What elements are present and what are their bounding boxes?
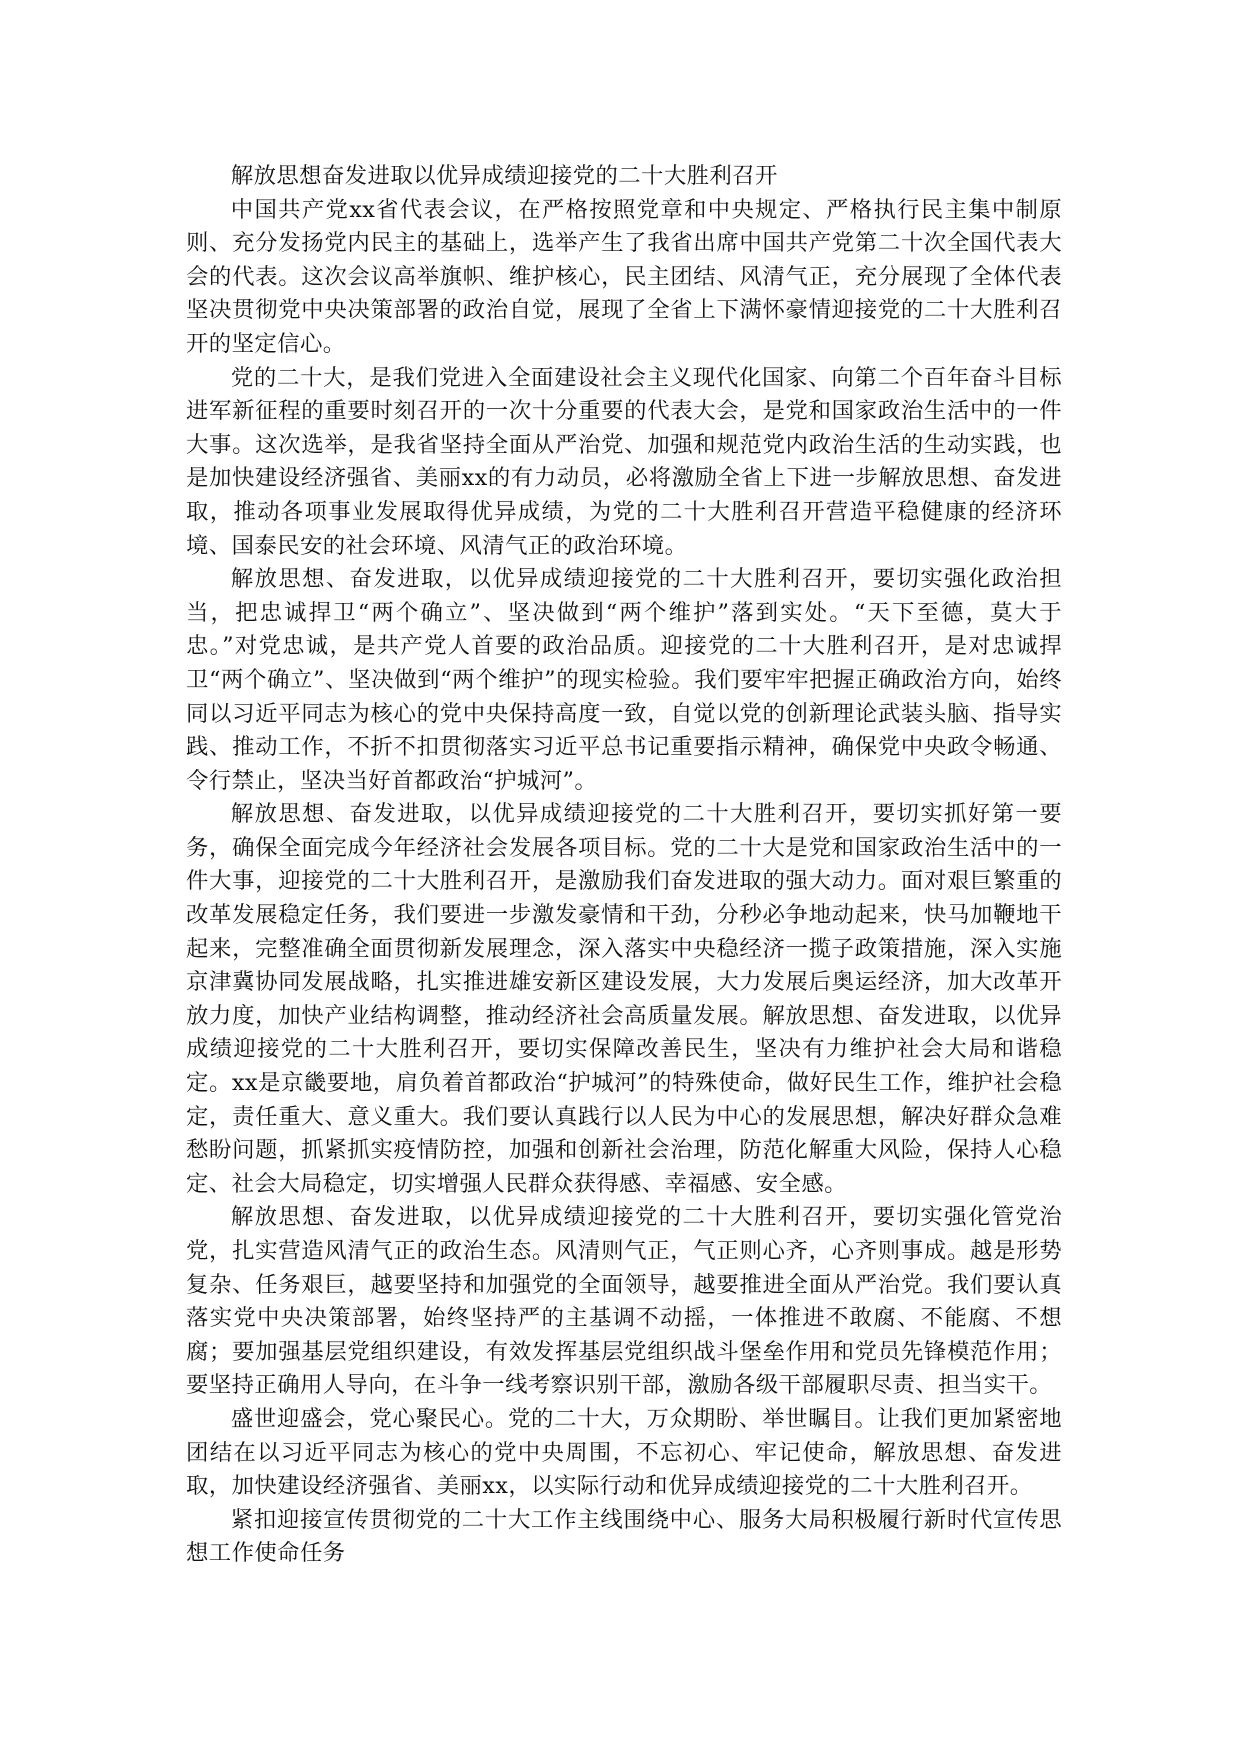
paragraph-next-heading: 紧扣迎接宣传贯彻党的二十大工作主线围绕中心、服务大局积极履行新时代宣传思想工作使命任务 xyxy=(186,1506,1062,1567)
paragraph-economic-development: 解放思想、奋发进取，以优异成绩迎接党的二十大胜利召开，要切实抓好第一要务，确保全面完成今年经济社会发展各项目标。党的二十大是党和国家政治生活中的一件大事，迎接党的二十大胜利召开，是激励我们奋发进取的强大动力。面对艰巨繁重的改革发展稳定任务，我们要进一步激发豪情和干劲，分秒必争地动起来，快马加鞭地干起来，完整准确全面贯彻新发展理念，深入落实中央稳经济一揽子政策措施，深入实施京津冀协同发展战略，扎实推进雄安新区建设发展，大力发展后奥运经济，加大改革开放力度，加快产业结构调整，推动经济社会高质量发展。解放思想、奋发进取，以优异成绩迎接党的二十大胜利召开，要切实保障改善民生，坚决有力维护社会大局和谐稳定。xx是京畿要地，肩负着首都政治“护城河”的特殊使命，做好民生工作，维护社会稳定，责任重大、意义重大。我们要认真践行以人民为中心的发展思想，解决好群众急难愁盼问题，抓紧抓实疫情防控，加强和创新社会治理，防范化解重大风险，保持人心稳定、社会大局稳定，切实增强人民群众获得感、幸福感、安全感。 xyxy=(186,801,1062,1197)
paragraph-political-responsibility: 解放思想、奋发进取，以优异成绩迎接党的二十大胜利召开，要切实强化政治担当，把忠诚捍卫“两个确立”、坚决做到“两个维护”落到实处。“天下至德，莫大于忠。”对党忠诚，是共产党人首要的政治品质。迎接党的二十大胜利召开，是对忠诚捍卫“两个确立”、坚决做到“两个维护”的现实检验。我们要牢牢把握正确政治方向，始终同以习近平同志为核心的党中央保持高度一致，自觉以党的创新理论武装头脑、指导实践、推动工作，不折不扣贯彻落实习近平总书记重要指示精神，确保党中央政令畅通、令行禁止，坚决当好首都政治“护城河”。 xyxy=(186,566,1062,794)
document-body xyxy=(186,160,1062,1571)
paragraph-intro: 中国共产党xx省代表会议，在严格按照党章和中央规定、严格执行民主集中制原则、充分发扬党内民主的基础上，选举产生了我省出席中国共产党第二十次全国代表大会的代表。这次会议高举旗帜、维护核心，民主团结、风清气正，充分展现了全体代表坚决贯彻党中央决策部署的政治自觉，展现了全省上下满怀豪情迎接党的二十大胜利召开的坚定信心。 xyxy=(186,196,1062,357)
paragraph-significance: 党的二十大，是我们党进入全面建设社会主义现代化国家、向第二个百年奋斗目标进军新征程的重要时刻召开的一次十分重要的代表大会，是党和国家政治生活中的一件大事。这次选举，是我省坚持全面从严治党、加强和规范党内政治生活的生动实践，也是加快建设经济强省、美丽xx的有力动员，必将激励全省上下进一步解放思想、奋发进取，推动各项事业发展取得优异成绩，为党的二十大胜利召开营造平稳健康的经济环境、国泰民安的社会环境、风清气正的政治环境。 xyxy=(186,364,1062,559)
paragraph-conclusion: 盛世迎盛会，党心聚民心。党的二十大，万众期盼、举世瞩目。让我们更加紧密地团结在以习近平同志为核心的党中央周围，不忘初心、牢记使命，解放思想、奋发进取，加快建设经济强省、美丽xx，以实际行动和优异成绩迎接党的二十大胜利召开。 xyxy=(186,1405,1062,1500)
paragraph-party-governance: 解放思想、奋发进取，以优异成绩迎接党的二十大胜利召开，要切实强化管党治党，扎实营造风清气正的政治生态。风清则气正，气正则心齐，心齐则事成。越是形势复杂、任务艰巨，越要坚持和加强党的全面领导，越要推进全面从严治党。我们要认真落实党中央决策部署，始终坚持严的主基调不动摇，一体推进不敢腐、不能腐、不想腐；要加强基层党组织建设，有效发挥基层党组织战斗堡垒作用和党员先锋模范作用；要坚持正确用人导向，在斗争一线考察识别干部，激励各级干部履职尽责、担当实干。 xyxy=(186,1204,1062,1399)
document-title: 解放思想奋发进取以优异成绩迎接党的二十大胜利召开 xyxy=(230,163,778,189)
